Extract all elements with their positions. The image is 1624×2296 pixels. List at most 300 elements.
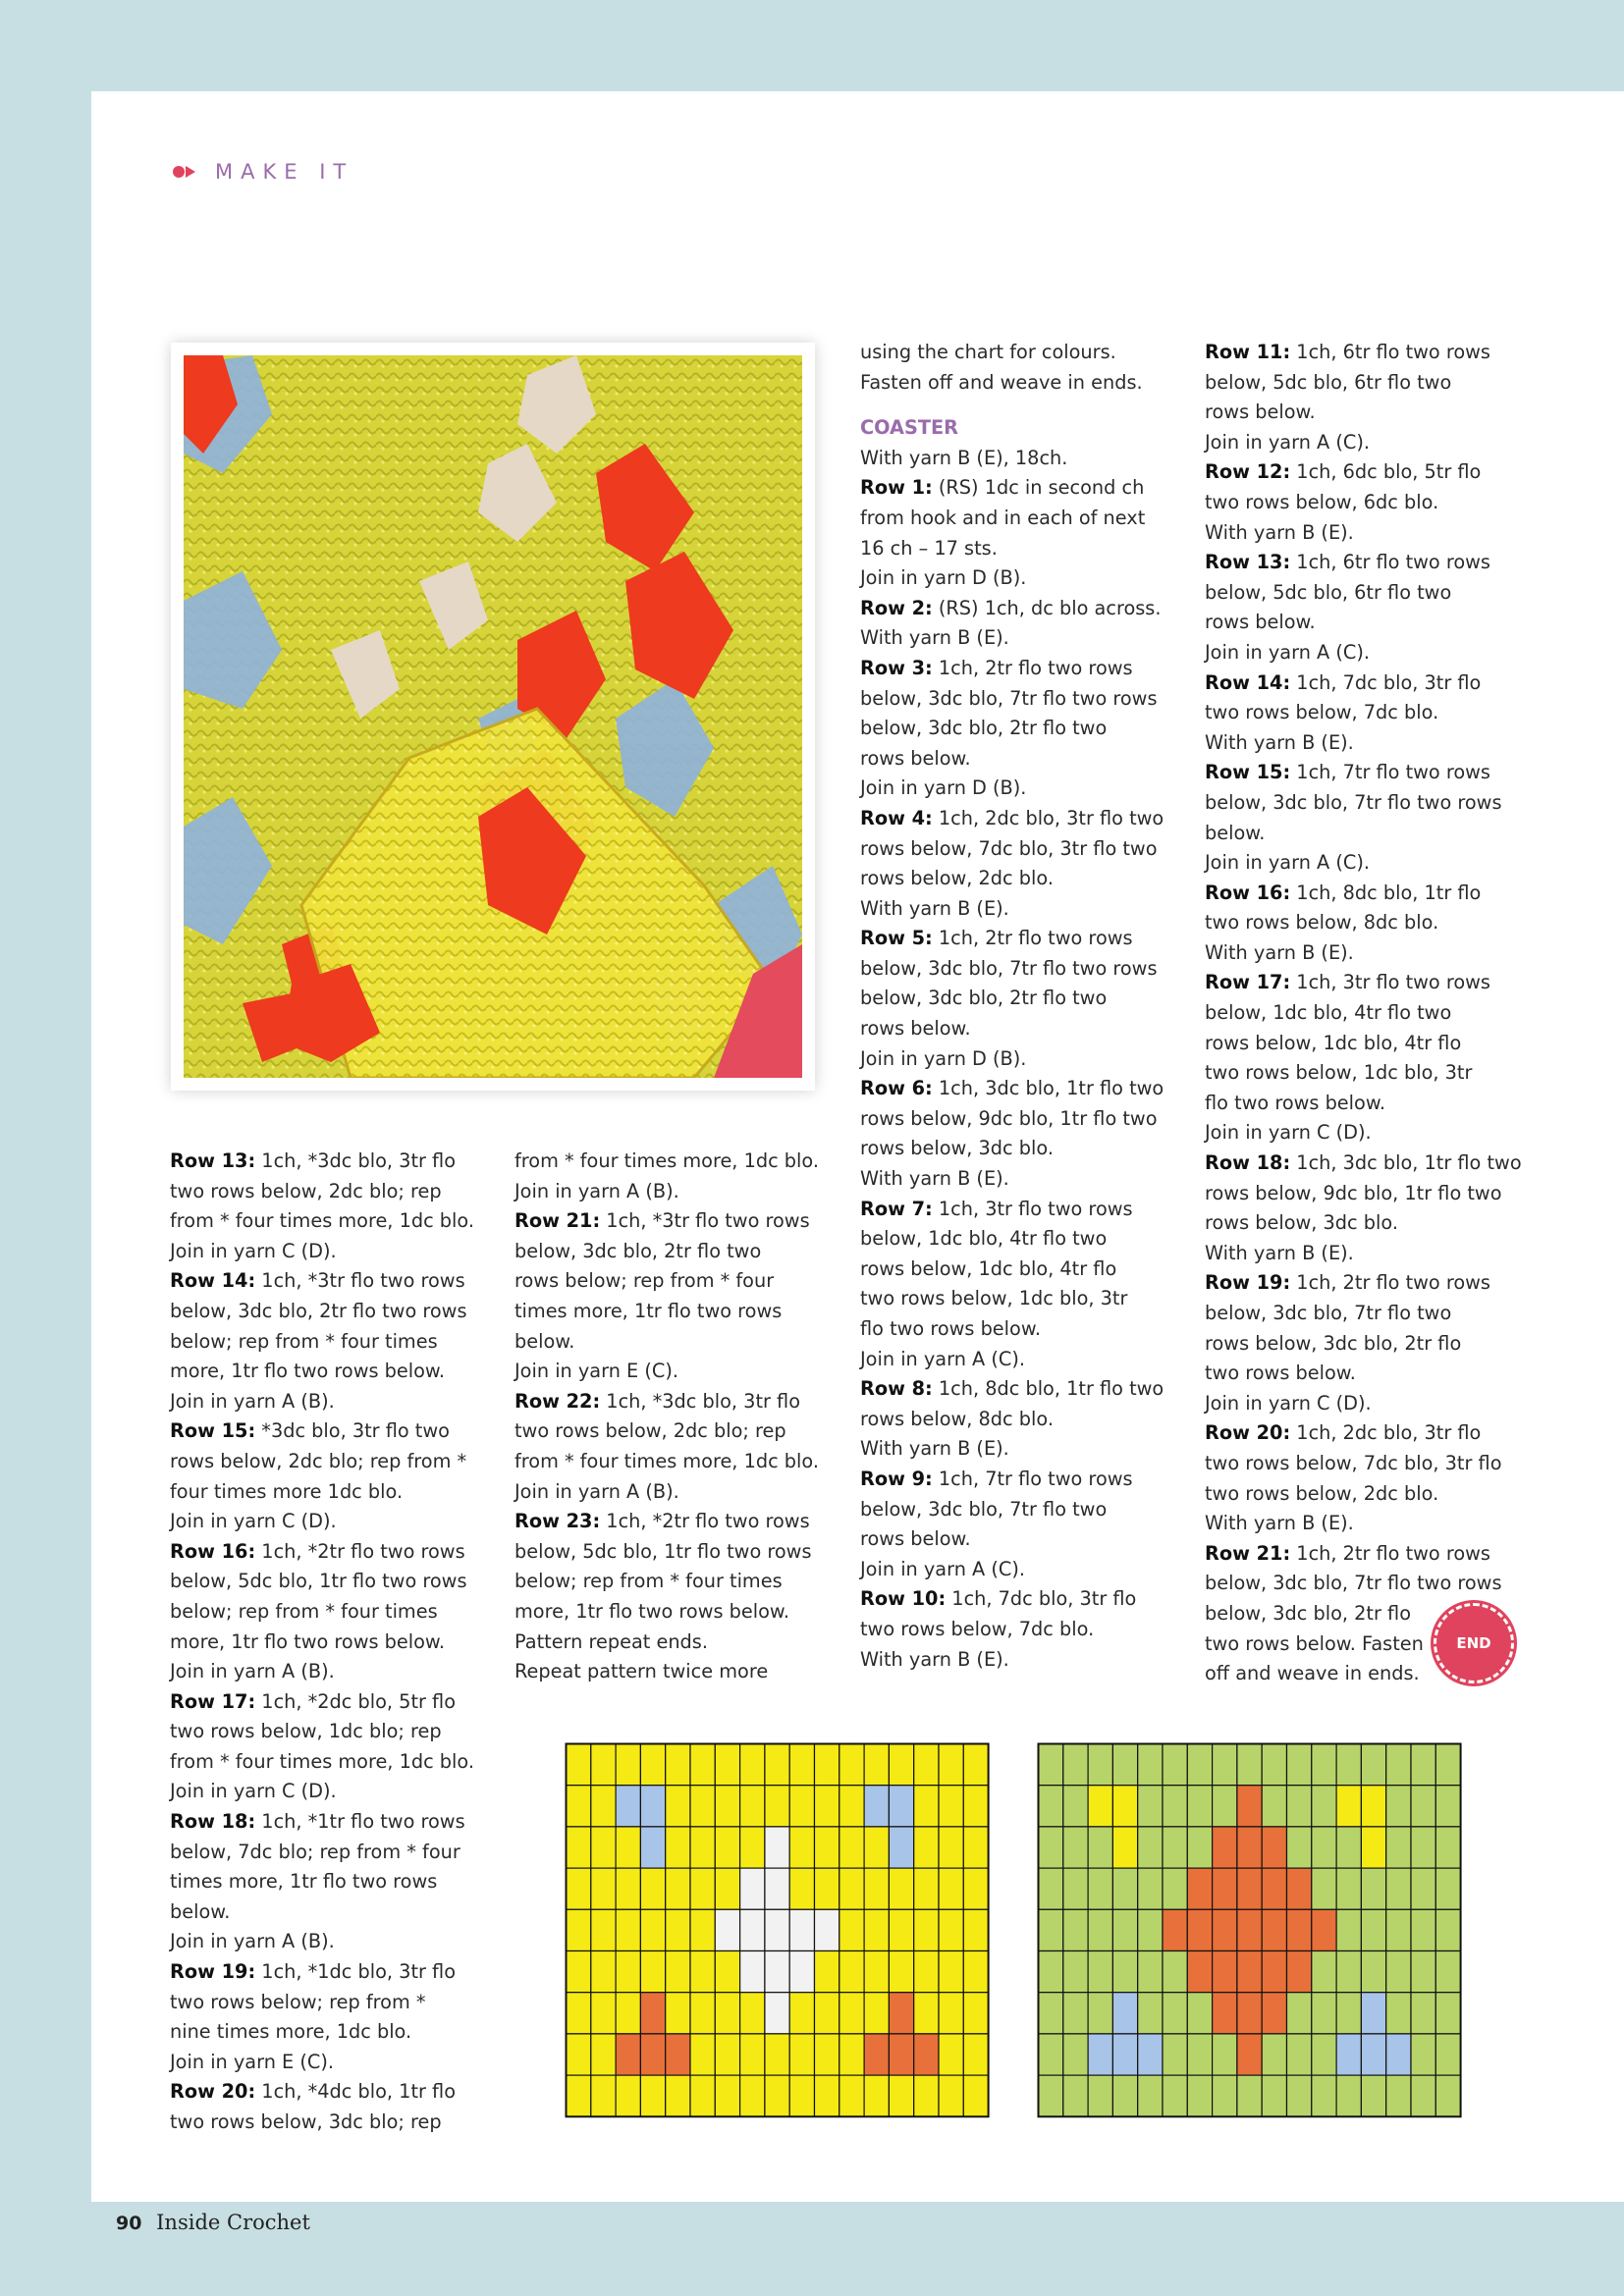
row-label: Row 13:	[1205, 551, 1291, 574]
pattern-line	[1205, 1148, 1522, 1179]
chart-cell	[1237, 1827, 1262, 1868]
pattern-line	[1205, 1029, 1522, 1059]
chart-cell	[740, 1993, 765, 2034]
pattern-line	[860, 804, 1164, 834]
chart-cell	[839, 1909, 864, 1950]
pattern-line	[170, 1687, 474, 1718]
pattern-line	[170, 1206, 474, 1237]
pattern-line	[170, 1297, 474, 1327]
chart-cell	[789, 1827, 814, 1868]
chart-cell	[1336, 1786, 1361, 1827]
line-text: below, 3dc blo, 7tr flo two rows	[1205, 1572, 1502, 1595]
line-text: Pattern repeat ends.	[514, 1629, 708, 1653]
chart-cell	[889, 1827, 913, 1868]
chart-cell	[567, 1827, 591, 1868]
chart-cell	[740, 1951, 765, 1993]
chart-cell	[1237, 1786, 1262, 1827]
chart-cell	[1336, 1993, 1361, 2034]
chart-cell	[1386, 1909, 1411, 1950]
chart-cell	[1063, 1993, 1088, 2034]
pattern-line	[860, 1284, 1164, 1314]
chart-cell	[789, 1909, 814, 1950]
pattern-line	[1205, 1509, 1522, 1539]
line-text: 16 ch – 17 sts.	[860, 536, 998, 560]
line-text: below, 3dc blo, 7tr flo two	[1205, 1302, 1452, 1324]
line-text: 1ch, *3dc blo, 3tr flo	[255, 1149, 456, 1172]
chart-cell	[914, 1744, 939, 1786]
pattern-line	[1205, 1089, 1522, 1119]
chart-cell	[765, 1786, 789, 1827]
pattern-line	[860, 834, 1164, 865]
chart-cell	[889, 2075, 913, 2116]
line-text: below, 3dc blo, 7tr flo two rows	[860, 956, 1158, 980]
chart-cell	[1312, 1786, 1336, 1827]
pattern-line	[170, 1237, 474, 1267]
chart-cell	[715, 1909, 739, 1950]
line-text: rows below, 1dc blo, 4tr flo	[860, 1256, 1117, 1280]
chart-cell	[1312, 1827, 1336, 1868]
pattern-line	[1205, 548, 1522, 578]
pattern-line	[860, 563, 1164, 594]
row-label: Row 11:	[1205, 341, 1291, 363]
line-text: below, 3dc blo, 7tr flo two	[860, 1497, 1108, 1521]
chart-cell	[914, 1993, 939, 2034]
chart-cell	[690, 1951, 715, 1993]
chart-cell	[1039, 2034, 1063, 2075]
pattern-line	[514, 1507, 819, 1537]
chart-cell	[666, 1744, 690, 1786]
chart-cell	[963, 1909, 988, 1950]
pattern-line	[860, 1164, 1164, 1195]
chart-cell	[690, 1993, 715, 2034]
chart-cell	[864, 1827, 889, 1868]
chart-cell	[1063, 2034, 1088, 2075]
chart-cell	[789, 1744, 814, 1786]
line-text: more, 1tr flo two rows below.	[514, 1599, 790, 1623]
chart-cell	[1187, 1786, 1212, 1827]
line-text: using the chart for colours.	[860, 341, 1116, 363]
pattern-line	[860, 1434, 1164, 1465]
pattern-line	[860, 1345, 1164, 1375]
pattern-line	[170, 1867, 474, 1897]
chart-cell	[666, 1827, 690, 1868]
chart-cell	[1187, 1951, 1212, 1993]
chart-cell	[765, 1951, 789, 1993]
row-label: Row 5:	[860, 927, 933, 950]
line-text: below; rep from * four times	[170, 1329, 438, 1353]
line-text: rows below, 3dc blo, 2tr flo	[1205, 1331, 1462, 1355]
chart-cell	[567, 1909, 591, 1950]
pattern-line	[514, 1237, 819, 1267]
chart-cell	[715, 1744, 739, 1786]
chart-cell	[1213, 1827, 1237, 1868]
chart-cell	[1163, 1786, 1187, 1827]
chart-cell	[1361, 1868, 1385, 1909]
chart-cell	[939, 1744, 963, 1786]
chart-cell	[1213, 2075, 1237, 2116]
chart-cell	[567, 1868, 591, 1909]
line-text: Join in yarn C (D).	[170, 1510, 337, 1533]
line-text: 1ch, *2dc blo, 5tr flo	[255, 1689, 456, 1713]
chart-cell	[1138, 1868, 1163, 1909]
chart-cell	[939, 1951, 963, 1993]
chart-cell	[1187, 1744, 1212, 1786]
chart-cell	[1262, 2075, 1286, 2116]
pattern-line	[1205, 1479, 1522, 1510]
chart-cell	[1213, 2034, 1237, 2075]
chart-cell	[1386, 1868, 1411, 1909]
chart-cell	[1262, 1868, 1286, 1909]
chart-cell	[1361, 1786, 1385, 1827]
chart-cell	[640, 2034, 665, 2075]
line-text: Join in yarn A (C).	[860, 1557, 1026, 1580]
chart-cell	[1287, 1786, 1312, 1827]
chart-cell	[815, 2075, 839, 2116]
chart-cell	[1361, 1744, 1385, 1786]
chart-cell	[1361, 1993, 1385, 2034]
pattern-line	[1205, 1208, 1522, 1239]
chart-cell	[666, 1951, 690, 1993]
chart-cell	[616, 1786, 640, 1827]
chart-cell	[1287, 1951, 1312, 1993]
chart-cell	[1112, 1827, 1137, 1868]
line-text: Join in yarn C (D).	[170, 1780, 337, 1803]
line-text: rows below.	[1205, 400, 1316, 424]
chart-cell	[591, 1951, 616, 1993]
chart-cell	[666, 1993, 690, 2034]
chart-cell	[1287, 1993, 1312, 2034]
chart-cell	[1138, 1951, 1163, 1993]
chart-cell	[1411, 1868, 1435, 1909]
line-text: rows below, 8dc blo.	[860, 1407, 1054, 1430]
chart-cell	[1312, 1993, 1336, 2034]
chart-cell	[1312, 2034, 1336, 2075]
chart-cell	[1262, 1786, 1286, 1827]
chart-cell	[1312, 1868, 1336, 1909]
chart-cell	[1262, 1827, 1286, 1868]
line-text: (RS) 1ch, dc blo across.	[932, 596, 1162, 619]
pattern-line	[1205, 848, 1522, 879]
pattern-line	[860, 623, 1164, 654]
section-header	[172, 157, 353, 187]
line-text: below, 3dc blo, 7tr flo two rows	[1205, 790, 1502, 814]
pattern-line	[860, 714, 1164, 744]
chart-cell	[963, 1827, 988, 1868]
pattern-line	[1205, 428, 1522, 458]
pattern-line	[860, 654, 1164, 684]
chart-cell	[1287, 2034, 1312, 2075]
chart-cell	[789, 2075, 814, 2116]
chart-cell	[864, 2075, 889, 2116]
chart-cell	[1088, 1827, 1112, 1868]
line-text: two rows below, 3dc blo; rep	[170, 2110, 442, 2133]
line-text: rows below.	[1205, 611, 1316, 634]
row-label: Row 18:	[1205, 1151, 1291, 1175]
chart-cell	[1336, 1909, 1361, 1950]
chart-cell	[914, 2075, 939, 2116]
chart-cell	[1039, 2075, 1063, 2116]
chart-cell	[1411, 1993, 1435, 2034]
line-text: from * four times more, 1dc blo.	[514, 1449, 819, 1472]
chart-cell	[914, 1827, 939, 1868]
chart-cell	[1237, 1993, 1262, 2034]
chart-cell	[715, 2034, 739, 2075]
pattern-line	[170, 1927, 474, 1957]
chart-cell	[1411, 1786, 1435, 1827]
chart-cell	[1411, 1951, 1435, 1993]
pattern-line	[1205, 1299, 1522, 1329]
chart-cell	[815, 1868, 839, 1909]
chart-cell	[740, 1827, 765, 1868]
line-text: Repeat pattern twice more	[514, 1660, 769, 1683]
pattern-line	[1205, 998, 1522, 1029]
pattern-line	[514, 1327, 819, 1358]
line-text: more, 1tr flo two rows below.	[170, 1360, 446, 1383]
chart-cell	[1039, 1909, 1063, 1950]
chart-cell	[1435, 2075, 1460, 2116]
pattern-line	[1205, 908, 1522, 938]
chart-cell	[1187, 1993, 1212, 2034]
chart-cell	[616, 1827, 640, 1868]
pattern-line	[514, 1357, 819, 1387]
chart-cell	[963, 1993, 988, 2034]
chart-cell	[616, 2034, 640, 2075]
pattern-line	[860, 1615, 1164, 1645]
line-text: With yarn B (E).	[860, 1167, 1009, 1191]
chart-cell	[591, 1993, 616, 2034]
text-column-2	[514, 1147, 819, 1687]
chart-cell	[1163, 1868, 1187, 1909]
crochet-photo	[171, 343, 815, 1091]
chart-cell	[1336, 1744, 1361, 1786]
row-label: Row 17:	[170, 1689, 256, 1713]
line-text: Fasten off and weave in ends.	[860, 370, 1143, 394]
row-label: Row 18:	[170, 1810, 256, 1834]
pattern-line	[860, 473, 1164, 504]
chart-cell	[815, 1951, 839, 1993]
chart-cell	[1336, 1868, 1361, 1909]
line-text: two rows below, 7dc blo.	[1205, 701, 1439, 724]
chart-cell	[889, 2034, 913, 2075]
row-label: Row 12:	[1205, 460, 1291, 484]
pattern-line	[170, 1537, 474, 1568]
row-label: Row 21:	[1205, 1541, 1291, 1565]
line-text: off and weave in ends.	[1205, 1662, 1420, 1685]
pattern-line	[170, 1327, 474, 1358]
chart-cell	[616, 1744, 640, 1786]
chart-cell	[1336, 2075, 1361, 2116]
line-text: Join in yarn A (B).	[170, 1930, 335, 1953]
chart-cell	[1138, 2075, 1163, 2116]
chart-cell	[1163, 1909, 1187, 1950]
pattern-line	[1205, 368, 1522, 399]
chart-cell	[963, 2034, 988, 2075]
chart-cell	[1039, 1951, 1063, 1993]
chart-cell	[914, 1786, 939, 1827]
line-text: below, 3dc blo, 7tr flo two rows	[860, 686, 1158, 710]
line-text: Join in yarn D (B).	[860, 776, 1027, 800]
line-text: two rows below, 7dc blo, 3tr flo	[1205, 1451, 1502, 1474]
chart-cell	[640, 1909, 665, 1950]
chart-cell	[839, 1868, 864, 1909]
chart-cell	[1411, 2075, 1435, 2116]
pattern-line	[1205, 879, 1522, 909]
chart-cell	[815, 1744, 839, 1786]
chart-cell	[939, 1909, 963, 1950]
line-text: from hook and in each of next	[860, 506, 1146, 529]
chart-cell	[963, 1868, 988, 1909]
chart-cell	[1336, 1951, 1361, 1993]
chart-cell	[864, 1909, 889, 1950]
pattern-line	[170, 1147, 474, 1177]
pattern-line	[860, 1255, 1164, 1285]
chart-cell	[666, 1909, 690, 1950]
pattern-line	[514, 1147, 819, 1177]
chart-cell	[1435, 1951, 1460, 1993]
line-text: two rows below. Fasten	[1205, 1631, 1424, 1655]
chart-cell	[567, 1786, 591, 1827]
chart-cell	[1163, 2034, 1187, 2075]
chart-cell	[1386, 1827, 1411, 1868]
chart-cell	[1163, 2075, 1187, 2116]
pattern-line	[170, 2077, 474, 2108]
line-text: below, 1dc blo, 4tr flo two	[1205, 1001, 1452, 1025]
line-text: two rows below, 6dc blo.	[1205, 490, 1439, 513]
pattern-line	[860, 684, 1164, 715]
chart-cell	[740, 1744, 765, 1786]
chart-cell	[1361, 1909, 1385, 1950]
pattern-line	[860, 444, 1164, 474]
pattern-line	[1205, 1239, 1522, 1269]
chart-cell	[1386, 2034, 1411, 2075]
pattern-line	[860, 924, 1164, 954]
chart-cell	[1237, 1868, 1262, 1909]
chart-cell	[1411, 1744, 1435, 1786]
row-label: Row 7:	[860, 1197, 933, 1220]
chart-cell	[640, 1868, 665, 1909]
pattern-line	[1205, 1418, 1522, 1449]
blanket-colour-chart	[565, 1742, 990, 2119]
crochet-photo-image	[184, 355, 802, 1078]
chart-cell	[690, 1868, 715, 1909]
chart-cell	[1262, 1744, 1286, 1786]
chart-cell	[1063, 1951, 1088, 1993]
chart-cell	[889, 1786, 913, 1827]
line-text: Join in yarn A (B).	[514, 1479, 679, 1503]
line-text: two rows below, 7dc blo.	[860, 1617, 1095, 1640]
text-column-3	[860, 338, 1164, 1675]
row-label: Row 17:	[1205, 971, 1291, 994]
chart-cell	[765, 2034, 789, 2075]
line-text: Join in yarn A (B).	[170, 1389, 335, 1413]
pattern-line	[170, 1957, 474, 1988]
chart-cell	[839, 1951, 864, 1993]
line-text: 1ch, 2tr flo two rows	[1290, 1271, 1490, 1295]
line-text: rows below, 1dc blo, 4tr flo	[1205, 1031, 1462, 1054]
line-text: 1ch, 7dc blo, 3tr flo	[1290, 670, 1482, 694]
line-text: Join in yarn C (D).	[170, 1239, 337, 1262]
line-text: two rows below, 8dc blo.	[1205, 911, 1439, 934]
pattern-line	[1205, 728, 1522, 759]
pattern-line	[514, 1537, 819, 1568]
pattern-line	[170, 1567, 474, 1597]
chart-cell	[939, 1827, 963, 1868]
chart-cell	[715, 1868, 739, 1909]
line-text: 1ch, 6tr flo two rows	[1290, 341, 1490, 363]
pattern-line	[860, 1224, 1164, 1255]
chart-cell	[591, 1909, 616, 1950]
chart-cell	[889, 1993, 913, 2034]
chart-cell	[740, 1786, 765, 1827]
line-text: from * four times more, 1dc blo.	[170, 1749, 474, 1773]
row-label: Row 16:	[170, 1539, 256, 1563]
pattern-line	[1205, 1359, 1522, 1389]
chart-cell	[1163, 1951, 1187, 1993]
chart-cell	[666, 2075, 690, 2116]
pattern-line	[170, 1387, 474, 1417]
line-text: Join in yarn A (C).	[1205, 640, 1371, 664]
pattern-line	[860, 1374, 1164, 1405]
chart-cell	[839, 1993, 864, 2034]
line-text: below, 3dc blo, 2tr flo two	[514, 1239, 762, 1262]
chart-cell	[1187, 2075, 1212, 2116]
chart-cell	[1039, 1786, 1063, 1827]
row-label: Row 21:	[514, 1209, 601, 1233]
chart-cell	[715, 1786, 739, 1827]
row-label: Row 10:	[860, 1587, 947, 1611]
chart-cell	[1287, 1744, 1312, 1786]
chart-cell	[963, 1744, 988, 1786]
pattern-line	[514, 1297, 819, 1327]
chart-cell	[690, 1786, 715, 1827]
line-text: two rows below, 1dc blo, 3tr	[860, 1287, 1128, 1310]
chart-cell	[740, 2034, 765, 2075]
pattern-line	[170, 1838, 474, 1868]
pattern-line	[860, 1495, 1164, 1525]
line-text: Join in yarn E (C).	[170, 2050, 335, 2073]
chart-cell	[1287, 1827, 1312, 1868]
row-label: Row 23:	[514, 1510, 601, 1533]
chart-cell	[765, 1909, 789, 1950]
pattern-line	[1205, 608, 1522, 638]
line-text: rows below, 2dc blo.	[860, 867, 1054, 890]
chart-cell	[1138, 1993, 1163, 2034]
line-text: below, 3dc blo, 2tr flo two	[860, 717, 1108, 740]
row-label: Row 14:	[170, 1269, 256, 1293]
chart-cell	[666, 1868, 690, 1909]
pattern-line	[860, 1014, 1164, 1044]
chart-cell	[789, 1868, 814, 1909]
chart-cell	[789, 2034, 814, 2075]
pattern-line	[170, 1988, 474, 2018]
chart-cell	[1112, 1868, 1137, 1909]
line-text: two rows below; rep from *	[170, 1990, 426, 2013]
line-text: With yarn B (E).	[1205, 730, 1354, 754]
chart-cell	[690, 2034, 715, 2075]
pattern-line	[170, 2108, 474, 2138]
chart-cell	[914, 1909, 939, 1950]
pattern-line	[1205, 938, 1522, 969]
pattern-line	[1205, 488, 1522, 518]
pattern-line	[860, 594, 1164, 624]
chart-cell	[1063, 1868, 1088, 1909]
line-text: below.	[170, 1899, 231, 1923]
pattern-line	[860, 338, 1164, 368]
chart-cell	[1386, 1993, 1411, 2034]
chart-cell	[1063, 2075, 1088, 2116]
chart-cell	[1287, 2075, 1312, 2116]
pattern-line	[170, 2017, 474, 2048]
